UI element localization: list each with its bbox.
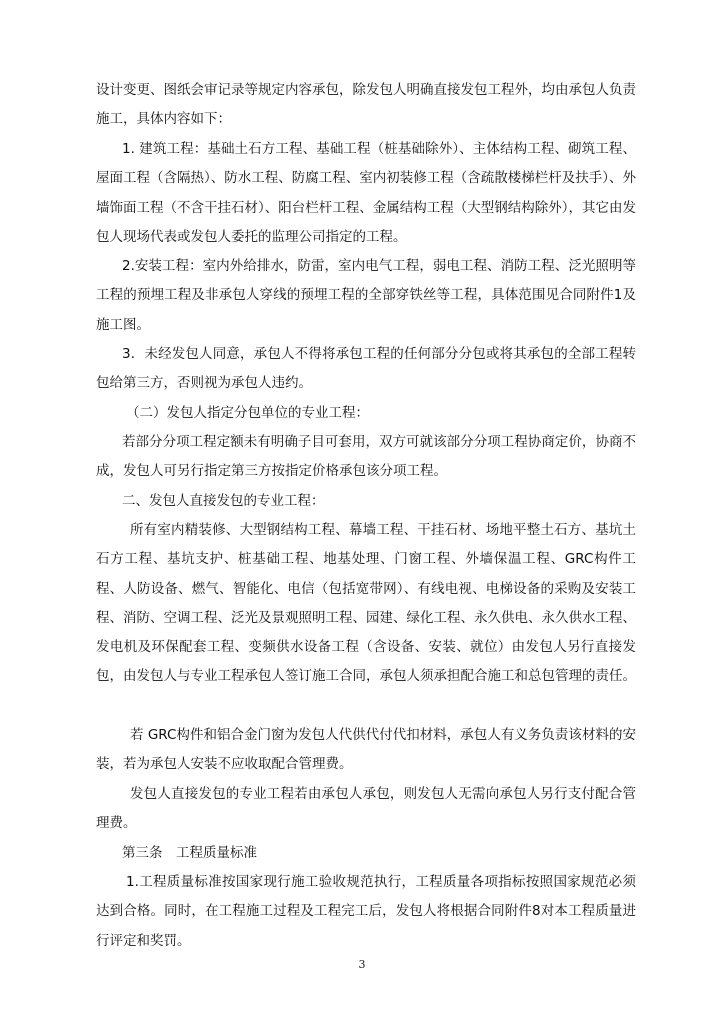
paragraph-quality-standard: 1.工程质量标准按国家现行施工验收规范执行，工程质量各项指标按照国家规范必须达到合格。同时，在工程施工过程及工程完工后，发包人将根据合同附件8对本工程质量进行评定和奖罚。 — [96, 874, 636, 949]
paragraph-scope-intro: 设计变更、图纸会审记录等规定内容承包，除发包人明确直接发包工程外，均由承包人负责施工，具体内容如下： — [96, 82, 636, 128]
paragraph-pricing-negotiation: 若部分分项工程定额未有明确子目可套用，双方可就该部分分项工程协商定价，协商不成，发包人可另行指定第三方按指定价格承包该分项工程。 — [96, 434, 636, 480]
paragraph-grc-materials: 若 GRC构件和铝合金门窗为发包人代供代付代扣材料，承包人有义务负责该材料的安装，若为承包人安装不应收取配合管理费。 — [96, 727, 636, 773]
page-number: 3 — [358, 958, 366, 971]
paragraph-direct-contract-list: 所有室内精装修、大型钢结构工程、幕墙工程、干挂石材、场地平整土石方、基坑土石方工程、基坑支护、桩基础工程、地基处理、门窗工程、外墙保温工程、GRC构件工程、人防设备、燃气、智能化、电信（包括宽带网）、有线电视、电梯设备的采购及安装工程、消防、空调工程、泛光及景观照明工程、园建、绿化工程、永久供电、永久供水工程、发电机及环保配套工程、变频供水设备工程（含设备、安装、就位）由发包人另行直接发包，由发包人与专业工程承包人签订施工合同，承包人须承担配合施工和总包管理的责任。 — [96, 522, 636, 685]
paragraph-building-works: 1. 建筑工程：基础土石方工程、基础工程（桩基础除外）、主体结构工程、砌筑工程、屋面工程（含隔热）、防水工程、防腐工程、室内初装修工程（含疏散楼梯栏杆及扶手）、外墙饰面工程（不含干挂石材）、阳台栏杆工程、金属结构工程（大型钢结构除外），其它由发包人现场代表或发包人委托的监理公司指定的工程。 — [96, 141, 636, 245]
heading-designated-subcontract: （二）发包人指定分包单位的专业工程： — [126, 405, 369, 421]
heading-direct-contract-works: 二、发包人直接发包的专业工程： — [122, 493, 325, 509]
paragraph-management-fee: 发包人直接发包的专业工程若由承包人承包，则发包人无需向承包人另行支付配合管理费。 — [96, 786, 636, 832]
paragraph-installation-works: 2.安装工程：室内外给排水，防雷，室内电气工程，弱电工程、消防工程、泛光照明等工程的预埋工程及非承包人穿线的预埋工程的全部穿铁丝等工程，具体范围见合同附件1及施工图。 — [96, 258, 636, 333]
paragraph-subcontract-prohibition: 3．未经发包人同意，承包人不得将承包工程的任何部分分包或将其承包的全部工程转包给第三方，否则视为承包人违约。 — [96, 346, 636, 392]
heading-article-3-quality: 第三条 工程质量标准 — [122, 845, 257, 861]
